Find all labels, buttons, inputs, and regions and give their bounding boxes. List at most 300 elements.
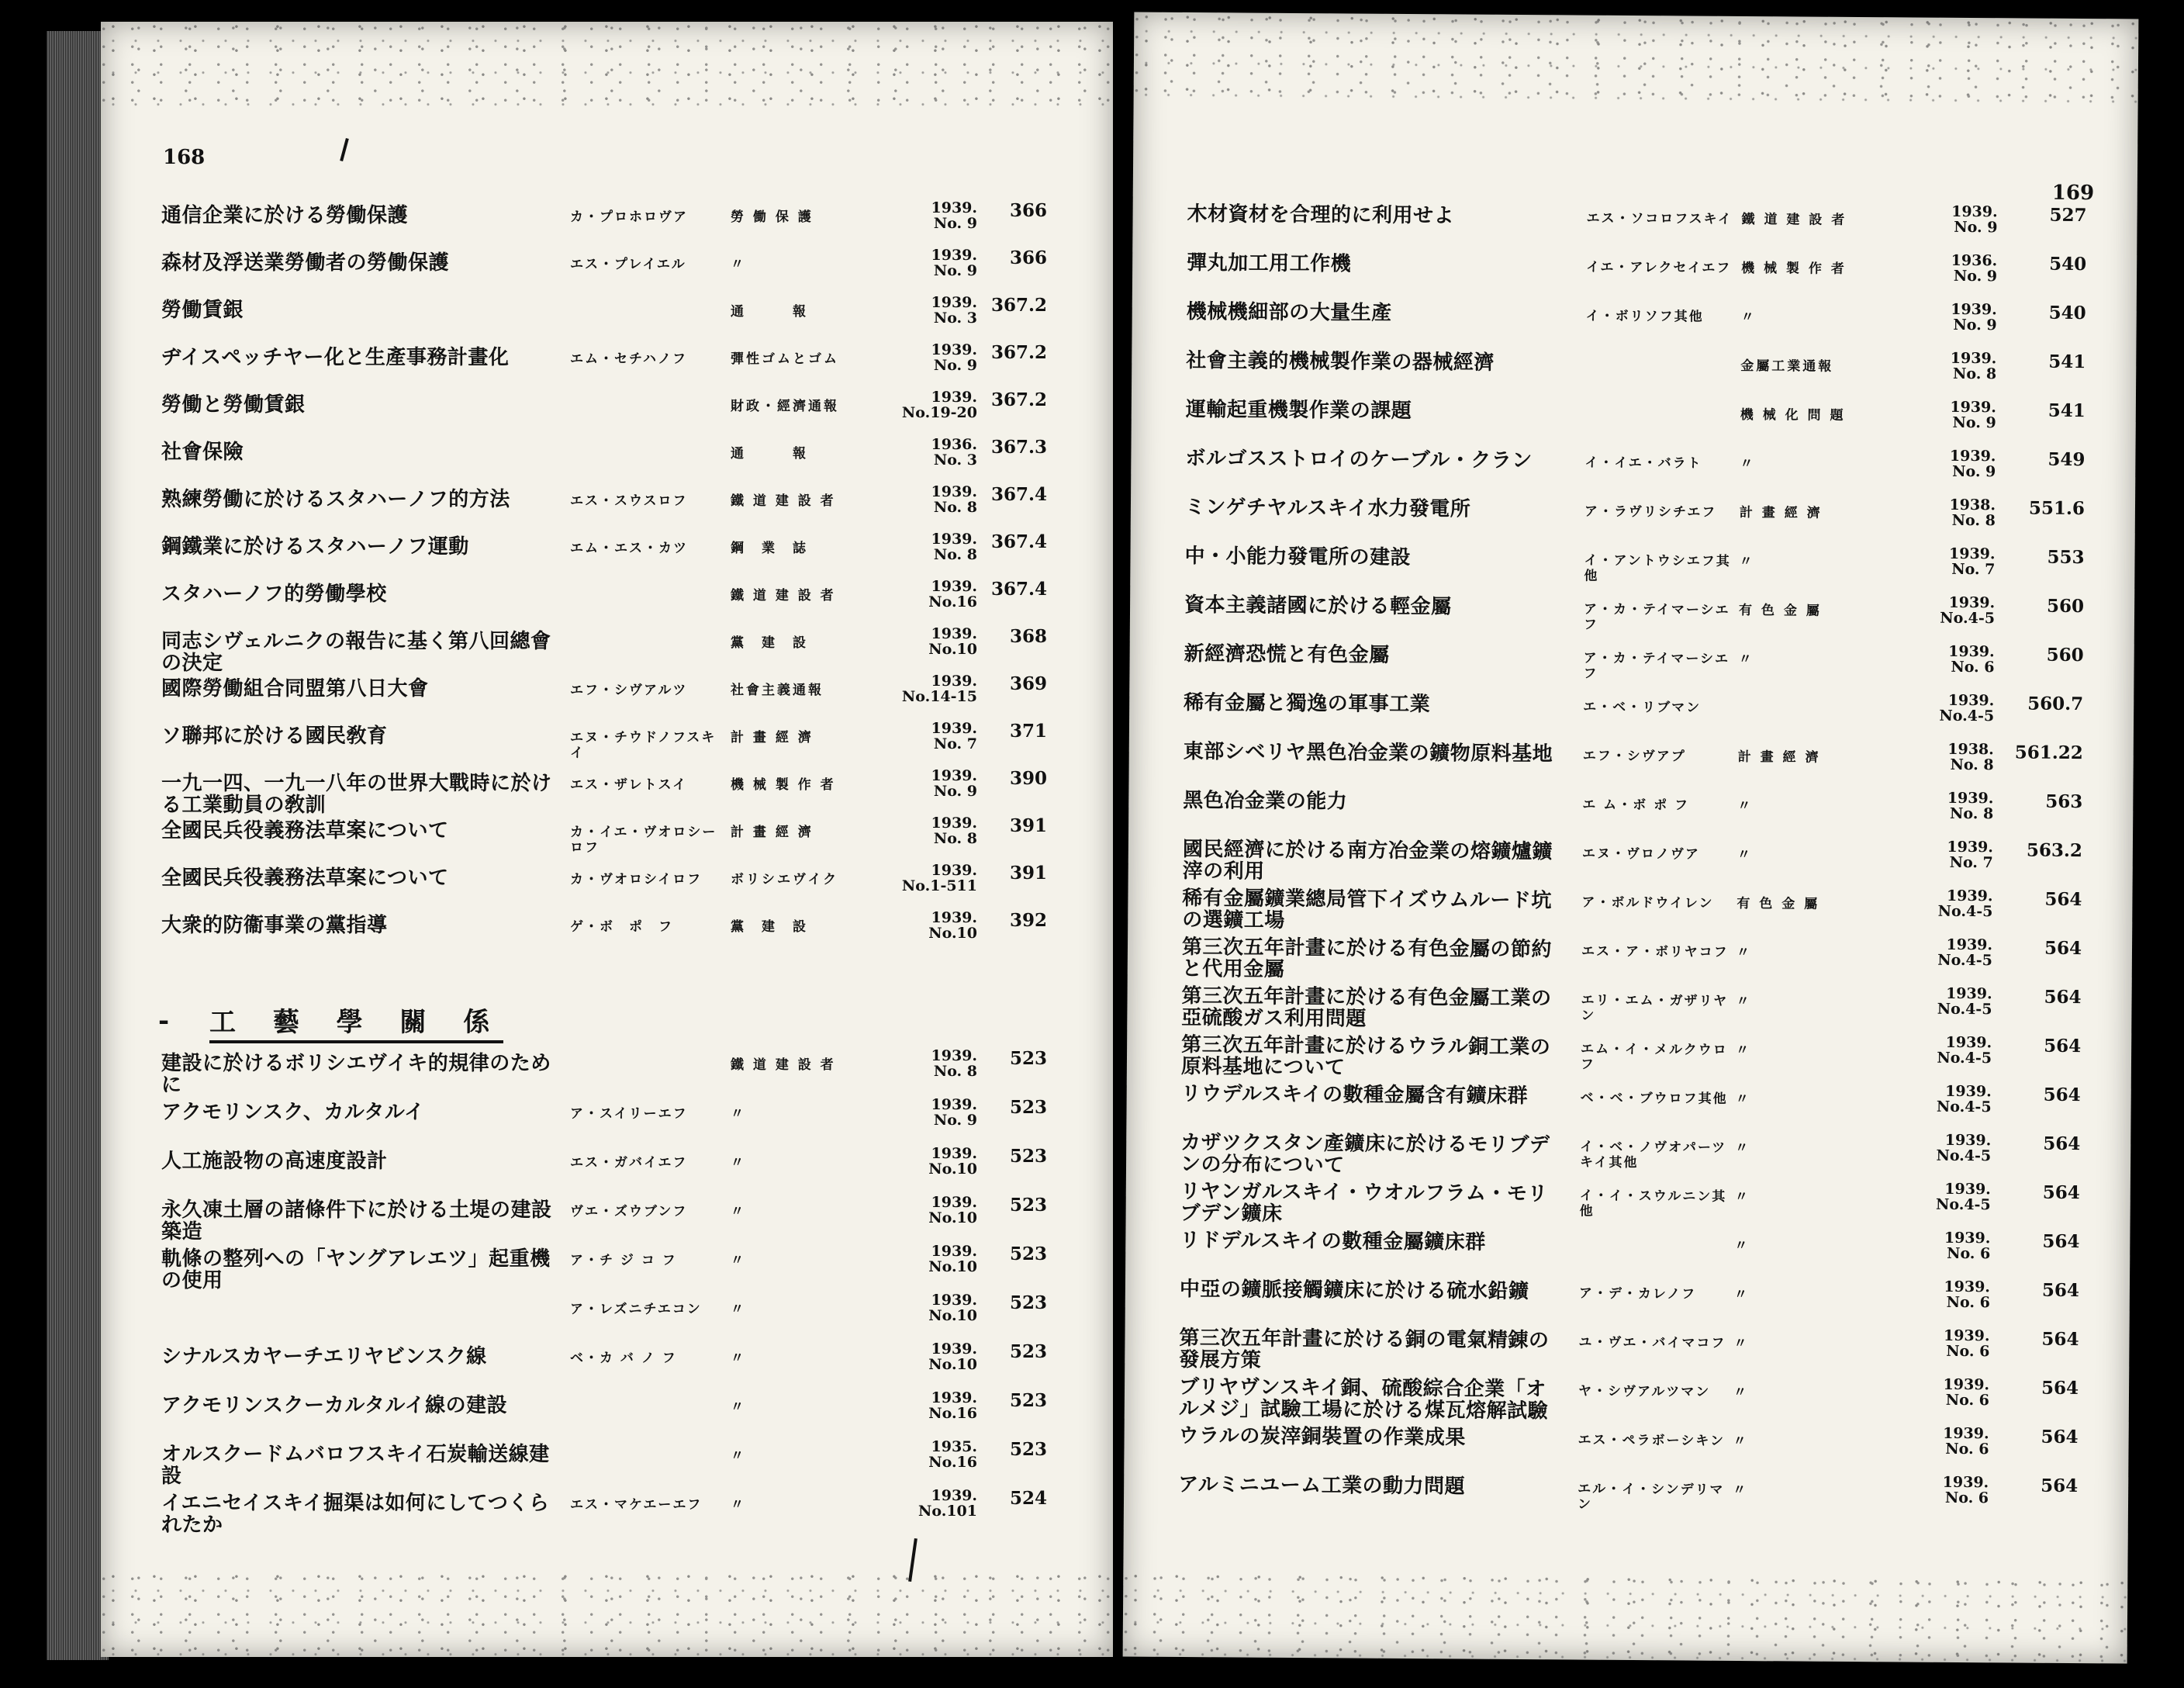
entry-author: エス・マケエーエフ: [570, 1497, 703, 1513]
index-entry: [101, 438, 1113, 486]
entry-author: ユ・ヴエ・バイマコフ: [1578, 1334, 1726, 1351]
entry-issue: 1939. No.4-5: [1939, 691, 1995, 725]
entry-title: ヂイスペッチヤー化と生產事務計畫化: [161, 346, 510, 369]
entry-journal: 〃: [731, 1106, 746, 1122]
entry-issue: 1939. No. 8: [1950, 349, 1997, 383]
entry-title: 全國民兵役義務法草案について: [161, 866, 449, 890]
entry-page: 390: [1009, 768, 1047, 789]
entry-title: 社會主義的機械製作業の器械經濟: [1186, 348, 1495, 375]
index-entry: [101, 580, 1113, 628]
entry-author: カ・イエ・ヴオロシーロフ: [570, 825, 717, 856]
index-entry: [1125, 1275, 2130, 1330]
entry-journal: 財政・經濟通報: [731, 399, 839, 414]
entry-page: 392: [1009, 910, 1047, 931]
entry-author: エ ム・ボ ポ フ: [1582, 797, 1690, 814]
page-number-right: 169: [2051, 181, 2095, 206]
entry-author: ゲ・ボ ポ フ: [570, 919, 673, 935]
entry-page: 560: [2046, 644, 2084, 666]
entry-author: ア・カ・テイマーシエフ: [1583, 650, 1730, 682]
entry-title: ソ聯邦に於ける國民敎育: [161, 725, 388, 748]
entry-title: アクモリンスク、カルタルイ: [161, 1101, 425, 1124]
entry-author: エス・ガバイエフ: [570, 1155, 688, 1171]
entry-author: エフ・シヴアプ: [1582, 748, 1686, 765]
entry-title: 中・小能力發電所の建設: [1184, 544, 1412, 570]
entry-author: エス・ア・ボリヤコフ: [1581, 943, 1729, 960]
page-speckle-bottom: [1123, 1571, 2128, 1663]
entry-page: 367.4: [990, 579, 1047, 600]
entry-page: 371: [1009, 721, 1047, 742]
page-speckle-top: [1134, 12, 2139, 105]
index-entry: [1128, 884, 2132, 939]
entry-journal: 社會主義通報: [731, 683, 824, 698]
entry-journal: 鐵 道 建 設 者: [731, 493, 836, 509]
entry-journal: 〃: [1733, 1286, 1750, 1303]
entry-page: 527: [2049, 204, 2087, 227]
entry-page: 549: [2047, 448, 2086, 471]
entry-author: イ・アントウシエフ其他: [1584, 552, 1731, 584]
index-entry: [101, 1294, 1113, 1342]
entry-title: 勞働と勞働賃銀: [161, 393, 306, 417]
entry-title: アクモリンスクーカルタルイ線の建設: [161, 1394, 508, 1417]
entry-page: 564: [2044, 1035, 2082, 1057]
entry-page: 564: [2041, 1475, 2079, 1497]
entry-author: エ・ベ・リブマン: [1583, 699, 1702, 716]
entry-title: 木材資材を合理的に利用せよ: [1187, 202, 1455, 228]
entry-journal: 〃: [1737, 797, 1754, 815]
entry-journal: ボリシエヴイク: [731, 872, 839, 887]
entry-page: 564: [2041, 1426, 2079, 1448]
entry-page: 564: [2042, 1181, 2080, 1204]
entry-journal: 鐵 道 建 設 者: [731, 588, 836, 604]
index-entry: [1130, 541, 2134, 597]
entry-page: 540: [2048, 302, 2086, 324]
entry-issue: 1939. No. 3: [931, 294, 977, 327]
index-entry: [1126, 1079, 2130, 1134]
index-entry: [101, 1340, 1113, 1391]
entry-page: 523: [1009, 1097, 1047, 1118]
entry-journal: 〃: [1736, 1042, 1752, 1059]
entry-page: 553: [2047, 546, 2085, 569]
entry-author: カ・プロホロヴア: [570, 209, 688, 225]
entry-author: エス・ザレトスイ: [570, 777, 688, 793]
entry-issue: 1939. No.4-5: [1937, 887, 1993, 921]
entry-title: ブリヤヴンスキイ銅、硫酸綜合企業「オルメジ」試驗工場に於ける煤瓦熔解試驗: [1178, 1375, 1549, 1423]
entry-author: エス・ペラボーシキン: [1578, 1432, 1726, 1449]
entry-title: 機械機細部の大量生產: [1186, 299, 1392, 325]
entry-journal: 機 械 製 作 者: [731, 777, 836, 793]
entry-title: 通信企業に於ける勞働保護: [161, 204, 409, 227]
entry-issue: 1939. No. 6: [1944, 1278, 1991, 1312]
entry-issue: 1939. No. 8: [931, 815, 977, 847]
index-entry: [101, 1098, 1113, 1147]
entry-title: 熟練勞働に於けるスタハーノフ的方法: [161, 488, 510, 511]
index-entry: [101, 722, 1113, 770]
entry-issue: 1936. No. 9: [1951, 251, 1998, 285]
entry-page: 560: [2046, 595, 2085, 617]
entry-title: 國民經濟に於ける南方冶金業の熔鑛爐鑛滓の利用: [1182, 837, 1553, 884]
index-entry: [1132, 297, 2136, 352]
entry-journal: 〃: [1733, 1433, 1749, 1450]
index-entry: [101, 864, 1113, 912]
entry-journal: 〃: [731, 1399, 746, 1415]
entry-title: 一九一四、一九一八年の世界大戰時に於ける工業動員の敎訓: [161, 772, 552, 817]
entry-issue: 1939. No.10: [928, 1145, 977, 1178]
entry-title: 運輸起重機製作業の課題: [1185, 397, 1412, 424]
entry-journal: 〃: [731, 1155, 746, 1171]
entry-title: イエニセイスキイ掘渠は如何にしてつくられたか: [161, 1492, 550, 1537]
entry-issue: 1939. No. 6: [1943, 1327, 1990, 1361]
entry-issue: 1939. No.19-20: [901, 389, 977, 421]
entry-title: リウデルスキイの數種金屬含有鑛床群: [1180, 1081, 1529, 1109]
index-entry: [101, 1147, 1113, 1195]
entry-page: 551.6: [2028, 497, 2086, 520]
entry-author: エス・プレイエル: [570, 257, 686, 272]
entry-issue: 1939. No.4-5: [1937, 984, 1992, 1019]
entry-journal: 〃: [731, 1351, 746, 1366]
entry-issue: 1939. No. 8: [931, 483, 977, 516]
entry-journal: 〃: [1736, 993, 1752, 1010]
entry-journal: 〃: [1733, 1482, 1749, 1499]
index-entry: [101, 675, 1113, 723]
entry-page: 563: [2045, 790, 2083, 813]
index-entry: [1132, 248, 2137, 303]
entry-issue: 1939. No. 7: [931, 720, 977, 752]
entry-page: 367.4: [990, 484, 1047, 505]
entry-page: 369: [1009, 673, 1047, 694]
index-entry: [101, 625, 1113, 676]
entry-page: 391: [1009, 815, 1047, 836]
entry-issue: 1938. No. 8: [1949, 496, 1996, 530]
entry-journal: 〃: [731, 1253, 746, 1268]
index-entry: [101, 1047, 1113, 1098]
index-entry: [101, 199, 1113, 250]
entry-page: 564: [2044, 888, 2082, 911]
entry-issue: 1939. No. 9: [1951, 300, 1997, 334]
entry-issue: 1939. No.10: [928, 1292, 977, 1324]
entry-title: 森材及浮送業勞働者の勞働保護: [161, 251, 450, 275]
entry-title: 永久凍土層の諸條件下に於ける土堤の建設築造: [161, 1199, 552, 1244]
entry-title: 彈丸加工用工作機: [1187, 251, 1352, 276]
entry-journal: 有 色 金 屬: [1738, 602, 1822, 619]
entry-issue: 1939. No.4-5: [1935, 1180, 1991, 1214]
entry-author: ア・レズニチエコン: [570, 1302, 702, 1317]
entry-author: ア・ボルドウイレン: [1581, 894, 1714, 911]
entry-page: 523: [1009, 1146, 1047, 1167]
section-heading: 工 藝 學 關 係: [209, 1001, 503, 1043]
entry-journal: 〃: [731, 1204, 746, 1219]
entry-journal: 黨 建 設: [731, 635, 808, 651]
entry-issue: 1939. No. 6: [1942, 1473, 1989, 1507]
entry-author: ア・カ・テイマーシエフ: [1583, 601, 1730, 633]
entry-page: 368: [1009, 626, 1047, 647]
entry-issue: 1939. No. 9: [1950, 398, 1996, 432]
index-entry: [101, 533, 1113, 581]
entry-issue: 1939. No. 8: [931, 1047, 977, 1080]
entry-issue: 1939. No. 9: [1949, 447, 1996, 481]
entry-title: カザツクスタン產鑛床に於けるモリブデンの分布について: [1180, 1130, 1550, 1178]
pen-mark: [340, 138, 349, 161]
entry-title: リヤンガルスキイ・ウオルフラム・モリブデン鑛床: [1180, 1179, 1549, 1226]
entry-page: 367.2: [990, 295, 1047, 316]
entry-title: 軌條の整列への「ヤングアレエツ」起重機の使用: [161, 1247, 551, 1292]
entry-author: ア・デ・カレノフ: [1578, 1285, 1697, 1302]
entry-issue: 1935. No.16: [928, 1438, 977, 1471]
entry-issue: 1939. No.10: [928, 909, 977, 942]
entry-title: 稀有金屬と獨逸の軍事工業: [1184, 690, 1431, 717]
entry-author: イ・ベ・ノヴオパーツキイ其他: [1580, 1139, 1727, 1171]
entry-page: 564: [2042, 1230, 2080, 1253]
entry-issue: 1939. No. 9: [931, 247, 977, 279]
entry-journal: 〃: [731, 257, 746, 272]
index-entry: [101, 483, 1113, 534]
entry-author: [1585, 406, 1733, 407]
entry-issue: 1939. No.16: [928, 578, 977, 611]
index-entry: [101, 767, 1113, 818]
entry-title: アルミニユーム工業の動力問題: [1178, 1472, 1466, 1499]
entry-title: 同志シヴェルニクの報告に基く第八回總會の決定: [161, 630, 551, 675]
index-entry: [1131, 493, 2135, 548]
entry-issue: 1939. No. 9: [931, 767, 977, 800]
entry-issue: 1939. No. 8: [1947, 789, 1994, 823]
entry-journal: 〃: [1740, 309, 1757, 326]
entry-journal: 鐵 道 建 設 者: [731, 1057, 836, 1073]
entry-author: ア・チ ジ コ フ: [570, 1253, 677, 1268]
entry-title: ボルゴスストロイのケーブル・クラン: [1185, 446, 1533, 473]
entry-title: 建設に於けるボリシエヴイキ的規律のために: [161, 1052, 551, 1097]
entry-author: エヌ・ヴロノヴア: [1581, 846, 1700, 863]
section-dash: -: [158, 1005, 170, 1036]
index-entry: [101, 817, 1113, 865]
entry-journal: 〃: [1740, 455, 1756, 472]
entry-author: エリ・エム・ガザリヤン: [1581, 992, 1729, 1024]
entry-author: ヴエ・ズウブンフ: [570, 1204, 688, 1219]
entry-title: ウラルの炭滓銅裝置の作業成果: [1178, 1423, 1466, 1450]
entry-issue: 1939. No.10: [928, 625, 977, 658]
entry-author: [1579, 1237, 1726, 1238]
entry-issue: 1939. No.16: [928, 1389, 977, 1422]
entry-author: エス・スウスロフ: [570, 493, 688, 509]
entry-author: ア・ラヴリシチエフ: [1584, 503, 1717, 521]
entry-page: 391: [1009, 863, 1047, 884]
entry-issue: 1939. No. 6: [1943, 1375, 1990, 1410]
entry-journal: 〃: [1734, 1188, 1750, 1205]
entry-journal: 通 報: [731, 304, 808, 320]
entry-author: ヤ・シヴアルツマン: [1578, 1383, 1711, 1400]
index-entry: [101, 341, 1113, 392]
index-entry: [1127, 981, 2131, 1036]
entry-issue: 1939. No.10: [928, 1194, 977, 1226]
entry-issue: 1939. No.10: [928, 1243, 977, 1275]
entry-page: 540: [2049, 253, 2087, 275]
entry-page: 523: [1009, 1341, 1047, 1362]
entry-page: 366: [1009, 200, 1047, 221]
entry-journal: 〃: [731, 1448, 746, 1464]
entry-page: 523: [1009, 1195, 1047, 1216]
entry-issue: 1939. No.14-15: [901, 673, 977, 705]
entry-issue: 1939. No. 8: [931, 531, 977, 563]
index-entry: [1132, 346, 2136, 401]
index-entry: [101, 1489, 1113, 1538]
entry-issue: 1939. No.4-5: [1940, 593, 1996, 628]
entry-page: 541: [2047, 400, 2086, 422]
entry-journal: 鋼 業 誌: [731, 541, 808, 556]
entry-journal: 〃: [731, 1497, 746, 1513]
entry-journal: 鐵 道 建 設 者: [1741, 211, 1847, 228]
entry-issue: 1939. No. 7: [1947, 838, 1994, 872]
index-entry: [1125, 1177, 2130, 1232]
index-entry: [101, 911, 1113, 960]
index-entry: [1129, 688, 2134, 743]
entry-title: 中亞の鑛脈接觸鑛床に於ける硫水鉛鑛: [1179, 1277, 1529, 1304]
index-entry: [1127, 1030, 2131, 1085]
entry-issue: 1939. No. 9: [931, 199, 977, 232]
index-entry: [101, 1245, 1113, 1293]
entry-title: 東部シベリヤ黑色冶金業の鑛物原料基地: [1183, 739, 1553, 766]
index-entry: [1125, 1372, 2129, 1427]
index-entry: [101, 391, 1113, 439]
entry-journal: 計 畫 經 濟: [731, 730, 814, 745]
entry-page: 564: [2041, 1377, 2079, 1399]
entry-page: 523: [1009, 1244, 1047, 1264]
entry-page: 367.3: [990, 437, 1047, 458]
entry-title: 資本主義諸國に於ける輕金屬: [1184, 593, 1452, 619]
entry-author: ベ・カ バ ノ フ: [570, 1351, 677, 1366]
entry-issue: 1936. No. 3: [931, 436, 977, 469]
book-edge: [47, 31, 109, 1660]
entry-page: 524: [1009, 1488, 1047, 1509]
index-entry: [1129, 639, 2134, 694]
entry-issue: 1939. No.4-5: [1936, 1082, 1992, 1116]
entry-title: 第三次五年計畫に於ける有色金屬工業の亞硫酸ガス利用問題: [1181, 984, 1552, 1031]
entry-page: 563.2: [2026, 839, 2082, 862]
entry-issue: 1939. No. 9: [1951, 202, 1998, 237]
entry-journal: 黨 建 設: [731, 919, 808, 935]
entry-title: 社會保險: [161, 441, 244, 464]
entry-author: エス・ソコロフスキイ: [1586, 210, 1733, 227]
entry-title: 第三次五年計畫に於けるウラル銅工業の原料基地について: [1180, 1033, 1551, 1080]
entry-journal: 〃: [1736, 846, 1753, 863]
entry-issue: 1939. No. 7: [1948, 545, 1996, 579]
entry-page: 523: [1009, 1439, 1047, 1460]
entry-page: 367.2: [990, 389, 1047, 410]
entry-page: 523: [1009, 1292, 1047, 1313]
entry-author: イ・イエ・バラト: [1584, 455, 1702, 472]
entry-title: 勞働賃銀: [161, 299, 244, 322]
index-entry: [1131, 444, 2135, 499]
entry-journal: 〃: [1734, 1237, 1750, 1254]
entry-issue: 1939. No.4-5: [1937, 936, 1993, 970]
entry-page: 367.2: [990, 342, 1047, 363]
entry-journal: 金屬工業通報: [1740, 358, 1834, 375]
entry-page: 564: [2043, 1133, 2081, 1155]
entry-author: エヌ・チウドノフスキイ: [570, 730, 717, 761]
entry-page: 561.22: [2014, 742, 2083, 764]
entry-author: エム・イ・メルクウロフ: [1580, 1041, 1728, 1073]
entry-journal: 〃: [1733, 1384, 1750, 1401]
index-entry: [1132, 199, 2137, 254]
entry-journal: 計 畫 經 濟: [1739, 504, 1823, 521]
entry-title: 大衆的防衞事業の黨指導: [161, 914, 388, 937]
entry-author: エフ・シヴアルツ: [570, 683, 688, 698]
index-entry: [1128, 835, 2133, 890]
entry-issue: 1939. No. 9: [931, 341, 977, 374]
entry-author: イ・イ・スウルニン其他: [1579, 1188, 1727, 1219]
entry-page: 367.4: [990, 531, 1047, 552]
left-page: [101, 22, 1113, 1657]
index-entry: [1124, 1470, 2128, 1525]
page-speckle-top: [101, 22, 1113, 107]
entry-page: 564: [2041, 1328, 2079, 1351]
index-entry: [1124, 1421, 2128, 1476]
entry-page: 560.7: [2027, 693, 2084, 715]
entry-journal: 彈性ゴムとゴム: [731, 351, 839, 367]
entry-author: エム・エス・カツ: [570, 541, 688, 556]
entry-journal: 有 色 金 屬: [1736, 895, 1820, 912]
entry-journal: 〃: [1739, 553, 1755, 570]
entry-title: 稀有金屬鑛業總局管下イズウムルード坑の選鑛工場: [1182, 886, 1553, 932]
entry-page: 564: [2043, 1084, 2081, 1106]
entry-title: 全國民兵役義務法草案について: [161, 819, 449, 842]
entry-journal: 〃: [1735, 1091, 1751, 1108]
index-entry: [1128, 786, 2133, 841]
index-entry: [1132, 395, 2136, 450]
entry-journal: 機 械 製 作 者: [1741, 260, 1847, 277]
entry-issue: 1939. No. 6: [1943, 1424, 1989, 1458]
entry-title: 第三次五年計畫に於ける有色金屬の節約と代用金屬: [1181, 935, 1553, 981]
entry-author: エル・イ・シンデリマン: [1577, 1481, 1725, 1513]
index-entry: [101, 1389, 1113, 1440]
entry-page: 523: [1009, 1390, 1047, 1411]
entry-author: ベ・ベ・ブウロフ其他: [1580, 1090, 1728, 1107]
entry-journal: [1738, 700, 1885, 701]
entry-journal: 〃: [1738, 651, 1754, 668]
index-entry: [1130, 590, 2134, 645]
entry-title: 人工施設物の高速度設計: [161, 1150, 388, 1173]
entry-title: オルスクードムバロフスキイ石炭輸送線建設: [161, 1443, 550, 1488]
index-entry: [1125, 1323, 2129, 1378]
entry-author: イ・ボリソフ其他: [1585, 308, 1704, 325]
entry-journal: 計 畫 經 濟: [731, 825, 814, 840]
entry-title: 第三次五年計畫に於ける銅の電氣精錬の發展方策: [1179, 1326, 1550, 1372]
entry-issue: 1939. No.10: [928, 1340, 977, 1373]
index-entry: [101, 249, 1113, 297]
index-entry: [1128, 932, 2132, 988]
entry-journal: 通 報: [731, 446, 808, 462]
entry-title: 國際勞働組合同盟第八日大會: [161, 677, 429, 700]
entry-author: ア・スイリーエフ: [570, 1106, 688, 1122]
index-entry: [1126, 1128, 2130, 1183]
entry-page: 541: [2048, 351, 2086, 373]
right-page: [1123, 12, 2139, 1664]
entry-page: 564: [2041, 1279, 2080, 1302]
page-number-left: 168: [163, 146, 206, 169]
entry-issue: 1939. No. 6: [1944, 1229, 1991, 1263]
entry-title: スタハーノフ的勞働學校: [161, 583, 387, 606]
entry-issue: 1938. No. 8: [1947, 740, 1994, 774]
entry-page: 366: [1009, 247, 1047, 268]
entry-journal: 〃: [731, 1302, 746, 1317]
entry-journal: 〃: [1733, 1335, 1750, 1352]
entry-title: 鋼鐵業に於けるスタハーノフ運動: [161, 535, 469, 559]
entry-author: エム・セチハノフ: [570, 351, 687, 367]
index-entry: [1128, 737, 2133, 792]
index-entry: [101, 1196, 1113, 1244]
entry-title: シナルスカヤーチエリヤビンスク線: [161, 1345, 487, 1368]
entry-issue: 1939. No.4-5: [1936, 1131, 1992, 1165]
index-entry: [101, 296, 1113, 344]
entry-issue: 1939. No. 9: [931, 1096, 977, 1129]
entry-author: イエ・アレクセイエフ: [1586, 259, 1732, 276]
